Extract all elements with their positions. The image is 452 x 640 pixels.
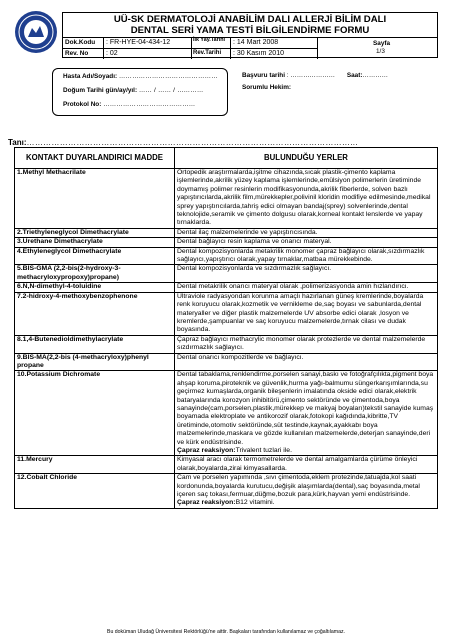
locations-cell — [175, 283, 438, 292]
table-row — [15, 247, 438, 265]
locations-cell — [175, 335, 438, 353]
substance-cell: 12.Cobalt Chloride — [15, 474, 175, 509]
substance-cell: 2.Triethyleneglycol Dimethacrylate — [15, 228, 175, 237]
locations-text: Kimyasal aracı olarak termometrelerde ve dental amalgamlarda çürüme önleyici olarak,boyalarda,zirai kimyasallarda. — [177, 456, 418, 472]
page-value: 1/3 — [376, 48, 385, 55]
locations-cell — [175, 292, 438, 335]
table-header-row — [15, 148, 438, 169]
locations-text: Çapraz bağlayıcı methacrylic monomer olarak protezlerde ve dental malzemelerde sızdırmazlık sağlayıcı. — [177, 335, 426, 352]
revision-date-label: Rev.Tarihi — [193, 50, 222, 56]
locations-text: Dental ilaç malzemelerinde ve yapıştırıcısında. — [177, 228, 318, 236]
form-header — [62, 12, 438, 58]
substance-cell: 5.BIS-GMA (2,2-bis(2-hydroxy-3-methacryloxypropoxy)propane) — [15, 265, 175, 283]
protocol-label: Protokol No: — [63, 101, 102, 108]
table-row — [15, 371, 438, 456]
cross-reaction-value: B12 vitamini. — [235, 499, 275, 507]
rev-no-label: Rev. No — [65, 50, 89, 57]
locations-text: Dental onarıcı kompozitlerde ve bağlayıcı. — [177, 353, 304, 361]
table-row — [15, 474, 438, 509]
dob-label: Doğum Tarihi gün/ay/yıl: — [63, 87, 138, 94]
locations-text: Dental kompozisyonlarda ve sızdırmazlık sağlayıcı. — [177, 265, 332, 273]
table-row — [15, 292, 438, 335]
substance-column-header: KONTAKT DUYARLANDIRICI MADDE — [15, 148, 175, 169]
dob-field[interactable]: …… / …… / ………… — [138, 87, 204, 94]
physician-label: Sorumlu Hekim: — [242, 84, 292, 91]
locations-text: Ortopedik araştırmalarda,işitme cihazında,sıcak plastik-çimento kaplama işlemlerinde,akrilik yüzey kaplama işlemlerinde,emülsiyon polimerlerin üretiminde doymamış polimer resinlerin modifikasyonunda,akrilik fiberlerde, solven bazlı yapıştırıcılarda,akrilik film,mürekkepler,polivinil kloridin modifiye edilmesinde,medikal sprey yapıştırıcılarda,tahriş edici olmayan bandaj(sprey) solvenlerinde,dental teknolojide,seramik ve çimento dolgusu olarak,korneal kontakt lenslerde ve yapay tırnaklarda. — [177, 169, 431, 227]
substance-cell: 10.Potassium Dichromate — [15, 371, 175, 456]
substance-cell: 9.BIS-MA(2,2-bis (4-methacryloxy)phenyl propane — [15, 353, 175, 371]
substance-cell: 1.Methyl Methacrilate — [15, 169, 175, 229]
first-publish-label: İlk Yay.Tarihi — [193, 37, 226, 43]
cross-reaction-value: Trivalent tuzlari ile. — [235, 447, 292, 454]
table-body — [15, 169, 438, 509]
locations-text: Dental metakrilik onarıcı materyal olarak ,polimerizasyonda amin hızlandırıcı. — [177, 283, 409, 291]
table-row — [15, 238, 438, 247]
table-row — [15, 265, 438, 283]
dob-row[interactable] — [63, 87, 203, 94]
protocol-row[interactable] — [63, 101, 195, 108]
table-row — [15, 283, 438, 292]
doc-code-value: : FR-HYE-04-434-12 — [106, 39, 171, 46]
locations-cell — [175, 456, 438, 474]
patient-name-field[interactable]: ……………………………………… — [118, 73, 218, 80]
doc-code-label: Dok.Kodu — [65, 39, 96, 46]
allergen-table — [14, 147, 438, 509]
rev-no-value: : 02 — [106, 50, 118, 57]
footer-note: Bu doküman Uludağ Üniversitesi Rektörlüğü'ne aittir. Başkaları tarafından kullanılamaz ve çoğaltılamaz. — [106, 629, 345, 635]
time-field[interactable]: ………… — [362, 72, 389, 79]
substance-cell: 4.Ethyleneglycol Dimethacrylate — [15, 247, 175, 265]
locations-cell — [175, 238, 438, 247]
table-row — [15, 456, 438, 474]
table-row — [15, 335, 438, 353]
time-label: Saat: — [346, 72, 363, 79]
title-line-1: UÜ-SK DERMATOLOJİ ANABİLİM DALI ALLERJİ BİLİM DALI — [113, 14, 387, 25]
locations-cell — [175, 371, 438, 456]
cross-reaction-label: Çapraz reaksiyon: — [177, 499, 236, 507]
locations-cell — [175, 169, 438, 229]
diagnosis-field[interactable]: ………………………………………………………………………………………………………... — [26, 138, 358, 147]
revision-date-value: : 30 Kasım 2010 — [233, 50, 284, 57]
locations-text: Dental kompozisyonlarda metakrilik monomer çapraz bağlayıcı olarak,sızdırmazlık sağlayıcı,yapıştırıcı olarak,yapay tırnaklar,matbaa mürekkebinde. — [177, 247, 425, 264]
title-line-2: DENTAL SERİ YAMA TESTİ BİLGİLENDİRME FORMU — [130, 25, 370, 36]
patient-name-label: Hasta Adı/Soyadı: — [63, 73, 118, 80]
page-label: Sayfa — [373, 40, 391, 47]
meta-divider — [63, 48, 317, 49]
table-row — [15, 169, 438, 229]
locations-cell — [175, 228, 438, 237]
diagnosis-line[interactable] — [8, 138, 448, 147]
locations-column-header: BULUNDUĞU YERLER — [175, 148, 438, 169]
application-date-label: Başvuru tarihi — [242, 72, 285, 79]
locations-text: Ultraviole radyasyondan korunma amaçlı hazırlanan güneş kremlerinde,boyalarda renk koruyucu olarak,kozmetik ve vernikleme de,saç boyası ve sabunlarda,dental materyaller ve diğer plastik malzemelerde UV absorbe edici olarak ,losyon ve kremlerde,şampuanlar ve saç koruyucu malzemelerde,tırnak cilası ve dudak boyasında. — [177, 292, 424, 334]
diagnosis-label: Tanı: — [8, 138, 27, 147]
table-row — [15, 228, 438, 237]
form-title — [63, 13, 437, 37]
locations-cell — [175, 247, 438, 265]
locations-text: Dental tabaklama,renklendirme,porselen sanayi,baskı ve fotoğrafçılıkta,pigment boya ahşap koruma,piroteknik ve güvenlik,hurma yağı-balmumu süngerkarışımlarında,su geçirmez kumaşlarda,organik bileşenlerin imalatında okside edici olarak,elektrik bataryalarında korozyon inhibitörü,çimento sektöründe ve çimentoda,boya sanayinde(cam,porselen,plastik,mürekkep ve makyaj boyaları)tekstil sanayide kumaş boyamada elektroplate ve antikorozif olarak,fotokopi kağıdında,kibritte,TV üretiminde,otomotiv sektöründe,süt testinde,kaynak,ayakkabı boya malzemelerinde,maskara ve gözde kullanılan malzemelerde,deterjan sanayinde,deri ve kürk endüstrisinde. — [177, 371, 434, 446]
locations-cell — [175, 353, 438, 371]
cross-reaction-label: Çapraz reaksiyon: — [177, 447, 236, 454]
substance-cell: 11.Mercury — [15, 456, 175, 474]
locations-text: Dental bağlayıcı resin kaplama ve onarıcı materyal. — [177, 238, 332, 246]
first-publish-value: : 14 Mart 2008 — [233, 39, 279, 46]
table-row — [15, 353, 438, 371]
locations-text: Cam ve porselen yapımında ,sıvı çimentoda,eklem protezinde,tatuajda,kol saati kordonunda,boyalarda kurutucu,değişik alaşımlarda(dental),saç boyasında,metal içeren saç tokası,fermuar,düğme,bozuk para,kürk,hayvan yemi endüstrisinde. — [177, 474, 420, 499]
substance-cell: 6.N,N-dimethyl-4-toluidine — [15, 283, 175, 292]
patient-name-row[interactable] — [63, 73, 218, 80]
university-logo-icon — [14, 10, 58, 54]
application-date-field[interactable]: : ………………… — [286, 72, 336, 79]
substance-cell: 8.1,4-Butenedioldimethylacrylate — [15, 335, 175, 353]
locations-cell — [175, 474, 438, 509]
substance-cell: 7.2-hidroxy-4-methoxybenzophenone — [15, 292, 175, 335]
protocol-field[interactable]: …………………………………… — [103, 101, 196, 108]
patient-info-box — [52, 68, 228, 116]
locations-cell — [175, 265, 438, 283]
substance-cell: 3.Urethane Dimethacrylate — [15, 238, 175, 247]
